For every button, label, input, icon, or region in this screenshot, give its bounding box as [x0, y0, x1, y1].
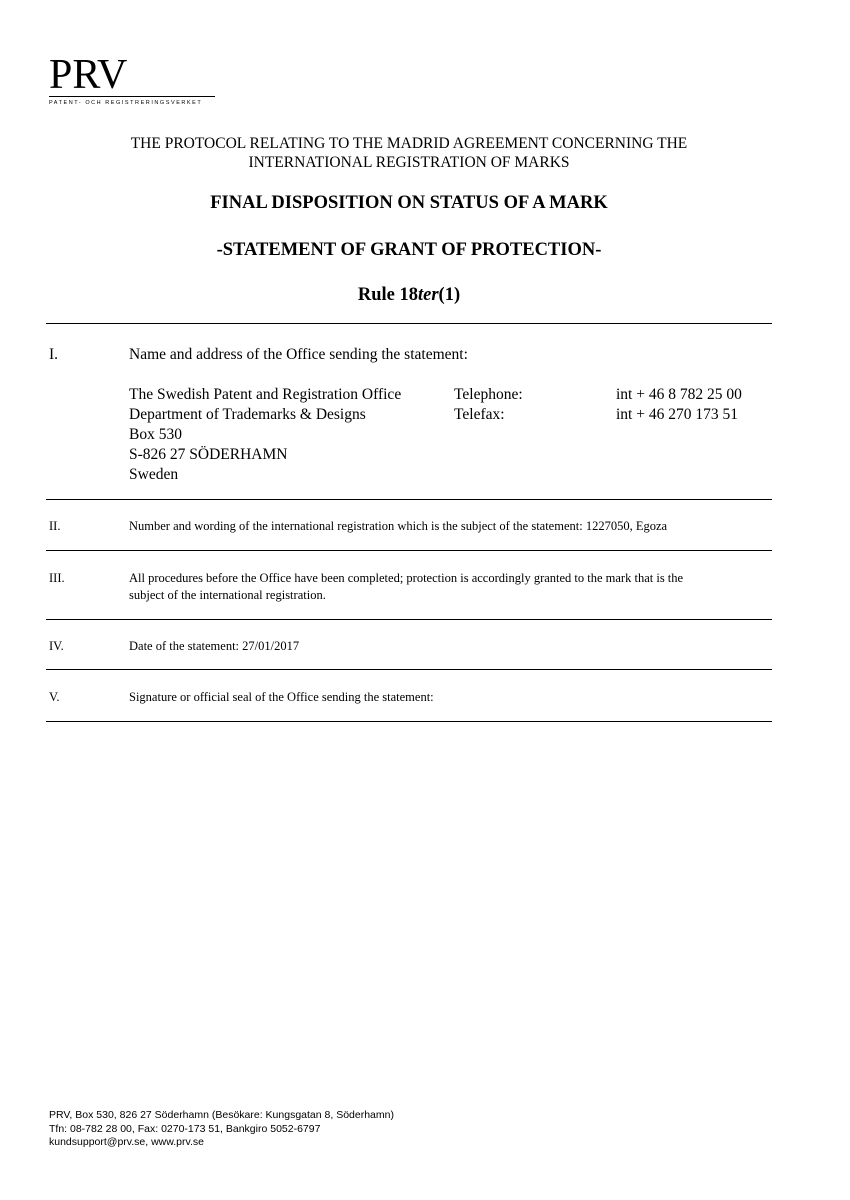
section-2-number: II. [49, 519, 61, 533]
section-3-text [129, 570, 683, 604]
section-1-label: Name and address of the Office sending the statement: [129, 346, 468, 363]
section-3-line-1: All procedures before the Office have been completed; protection is accordingly granted to the mark that is the [129, 571, 684, 585]
address-line: Department of Trademarks & Designs [129, 406, 366, 423]
footer-contact: kundsupport@prv.se, www.prv.se [49, 1136, 204, 1148]
address-line: The Swedish Patent and Registration Office [129, 386, 402, 403]
contact-values [616, 385, 742, 425]
telefax-label: Telefax: [454, 406, 505, 423]
footer-phone: Tfn: 08-782 28 00, Fax: 0270-173 51, Bankgiro 5052-6797 [49, 1122, 321, 1135]
address-line: Box 530 [129, 426, 182, 443]
address-line: Sweden [129, 466, 179, 483]
address-line: S-826 27 SÖDERHAMN [129, 446, 288, 463]
divider [46, 669, 772, 670]
section-4-number: IV. [49, 639, 64, 653]
divider [46, 323, 772, 324]
section-3-line-2: subject of the international registration. [129, 588, 326, 602]
section-2-text: Number and wording of the international registration which is the subject of the statement: 1227050, Egoza [129, 519, 668, 533]
rule-italic: ter [417, 285, 439, 305]
protocol-heading [46, 134, 772, 172]
rule-suffix: (1) [438, 285, 461, 305]
page-footer [49, 1109, 394, 1150]
logo-mark: PRV [49, 52, 128, 98]
section-1-number: I. [49, 346, 59, 363]
telefax-value: int + 46 270 173 51 [616, 406, 738, 423]
divider [46, 550, 772, 551]
prv-logo [49, 52, 215, 111]
protocol-line-2: INTERNATIONAL REGISTRATION OF MARKS [248, 154, 570, 171]
rule-prefix: Rule 18 [357, 285, 418, 305]
protocol-line-1: THE PROTOCOL RELATING TO THE MADRID AGREEMENT CONCERNING THE [130, 135, 688, 152]
logo-subtitle: PATENT- OCH REGISTRERINGSVERKET [49, 100, 203, 106]
divider [46, 499, 772, 500]
telephone-label: Telephone: [454, 386, 523, 403]
rule-reference [46, 285, 772, 306]
document-title: FINAL DISPOSITION ON STATUS OF A MARK [210, 193, 608, 213]
footer-address: PRV, Box 530, 826 27 Söderhamn (Besökare: Kungsgatan 8, Söderhamn) [49, 1109, 394, 1121]
contact-labels [454, 385, 523, 425]
logo-rule [49, 96, 215, 97]
divider [46, 721, 772, 722]
divider [46, 619, 772, 620]
office-address [129, 385, 401, 485]
statement-date: Date of the statement: 27/01/2017 [129, 639, 300, 653]
section-3-number: III. [49, 571, 65, 585]
document-subtitle: -STATEMENT OF GRANT OF PROTECTION- [216, 240, 602, 260]
telephone-value: int + 46 8 782 25 00 [616, 386, 742, 403]
signature-label: Signature or official seal of the Office sending the statement: [129, 690, 434, 704]
section-5-number: V. [49, 690, 60, 704]
